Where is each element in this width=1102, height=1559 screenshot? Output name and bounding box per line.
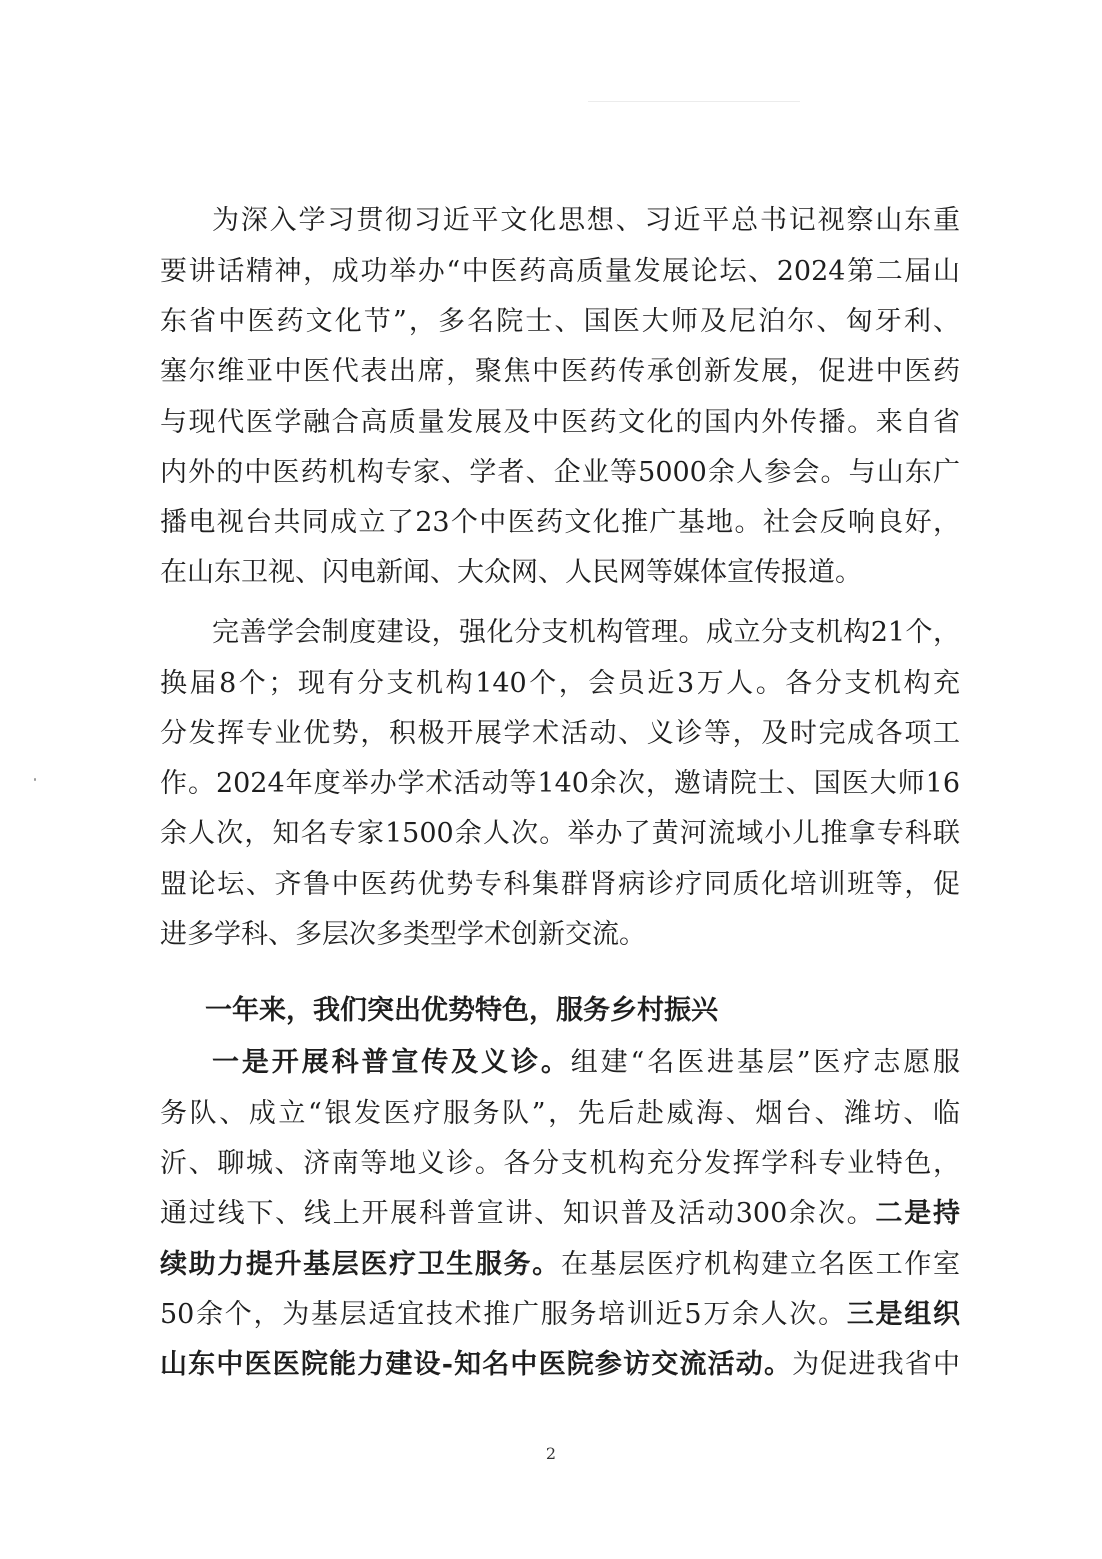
paragraph-2-line-6: 盟论坛、齐鲁中医药优势专科集群肾病诊疗同质化培训班等，促 — [160, 869, 960, 900]
point-two-text: 在基层医疗机构建立名医工作室 — [560, 1249, 960, 1280]
point-one-text: 组建“名医进基层”医疗志愿服 — [570, 1047, 960, 1078]
paragraph-1-line-4: 塞尔维亚中医代表出席，聚焦中医药传承创新发展，促进中医药 — [160, 356, 960, 387]
paragraph-1-line-7: 播电视台共同成立了23个中医药文化推广基地。社会反响良好， — [160, 507, 960, 538]
paragraph-2-line-1: 完善学会制度建设，强化分支机构管理。成立分支机构21个， — [212, 617, 960, 648]
paragraph-1-line-5: 与现代医学融合高质量发展及中医药文化的国内外传播。来自省 — [160, 407, 960, 438]
point-two-text-end: 50余个，为基层适宜技术推广服务培训近5万余人次。 — [160, 1299, 847, 1330]
page-number: 2 — [545, 1444, 557, 1463]
paragraph-3-line-2: 务队、成立“银发医疗服务队”，先后赴威海、烟台、潍坊、临 — [160, 1098, 960, 1129]
paragraph-2-line-4: 作。2024年度举办学术活动等140余次，邀请院士、国医大师16 — [160, 768, 960, 799]
paragraph-3-line-7 — [160, 1342, 960, 1388]
point-three-title-start: 三是组织 — [846, 1299, 960, 1330]
header-rule — [588, 101, 800, 102]
point-three-title-end: 山东中医医院能力建设-知名中医院参访交流活动。 — [160, 1349, 793, 1380]
paragraph-3-line-5 — [160, 1242, 960, 1288]
paragraph-3-line-4 — [160, 1191, 960, 1237]
paragraph-2-line-3: 分发挥专业优势，积极开展学术活动、义诊等，及时完成各项工 — [160, 718, 960, 749]
point-two-title-end: 续助力提升基层医疗卫生服务。 — [160, 1249, 561, 1280]
point-three-text: 为促进我省中 — [792, 1349, 960, 1380]
paragraph-3-line-6 — [160, 1292, 960, 1338]
scan-mark — [34, 778, 36, 781]
point-one-text-end: 通过线下、线上开展科普宣讲、知识普及活动300余次。 — [160, 1198, 876, 1229]
paragraph-1-line-6: 内外的中医药机构专家、学者、企业等5000余人参会。与山东广 — [160, 457, 960, 488]
paragraph-2-line-5: 余人次，知名专家1500余人次。举办了黄河流域小儿推拿专科联 — [160, 818, 960, 849]
paragraph-3-line-1 — [160, 1040, 960, 1086]
section-heading: 一年来，我们突出优势特色，服务乡村振兴 — [205, 995, 718, 1026]
paragraph-3-line-3: 沂、聊城、济南等地义诊。各分支机构充分发挥学科专业特色， — [160, 1148, 960, 1179]
point-one-title: 一是开展科普宣传及义诊。 — [212, 1047, 571, 1078]
paragraph-1-line-3: 东省中医药文化节”，多名院士、国医大师及尼泊尔、匈牙利、 — [160, 306, 960, 337]
paragraph-1-line-8: 在山东卫视、闪电新闻、大众网、人民网等媒体宣传报道。 — [160, 557, 862, 588]
paragraph-1-line-2: 要讲话精神，成功举办“中医药高质量发展论坛、2024第二届山 — [160, 256, 960, 287]
paragraph-2-line-7: 进多学科、多层次多类型学术创新交流。 — [160, 919, 646, 950]
paragraph-2-line-2: 换届8个；现有分支机构140个，会员近3万人。各分支机构充 — [160, 668, 960, 699]
point-two-title-start: 二是持 — [875, 1198, 960, 1229]
paragraph-1-line-1: 为深入学习贯彻习近平文化思想、习近平总书记视察山东重 — [212, 205, 960, 236]
